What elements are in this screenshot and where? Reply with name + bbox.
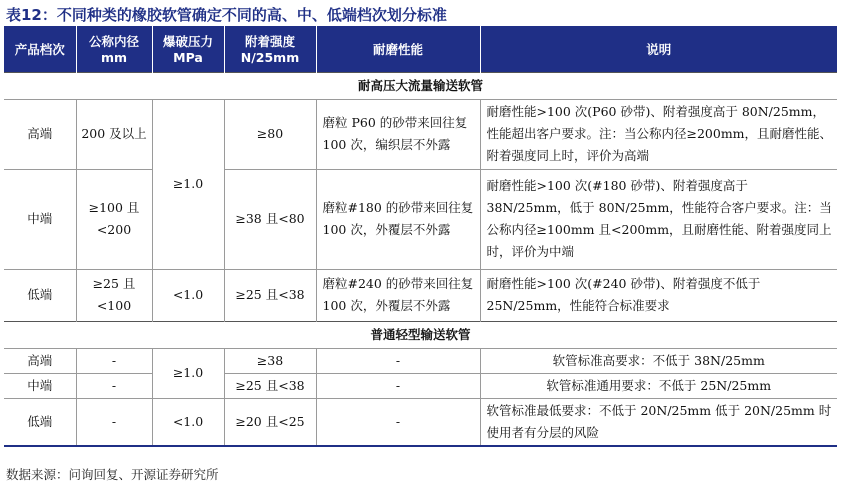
adhesion-cell: ≥25 且<38 [224, 373, 316, 398]
table-row [4, 373, 837, 398]
adhesion-cell: ≥25 且<38 [224, 269, 316, 321]
adhesion-cell: ≥38 且<80 [224, 169, 316, 269]
grade-cell: 中端 [4, 169, 76, 269]
grade-cell: 低端 [4, 269, 76, 321]
table-row [4, 348, 837, 373]
section-title: 耐高压大流量输送软管 [4, 72, 837, 99]
wear-cell: - [316, 373, 480, 398]
note-cell: 软管标准高要求：不低于 38N/25mm [480, 348, 837, 373]
col-header-pressure: 爆破压力 MPa [152, 26, 224, 72]
note-cell: 耐磨性能>100 次(#180 砂带)、附着强度高于 38N/25mm，低于 80N/25mm，性能符合客户要求。注：当公称内径≥100mm 且<200mm，且耐磨性能、附着强度同上时，评价为中端 [480, 169, 837, 269]
diameter-cell: ≥25 且<100 [76, 269, 152, 321]
table-row [4, 169, 837, 269]
note-cell: 软管标准最低要求：不低于 20N/25mm 低于 20N/25mm 时使用者有分层的风险 [480, 398, 837, 446]
wear-cell: 磨粒#240 的砂带来回往复 100 次，外覆层不外露 [316, 269, 480, 321]
data-source: 数据来源：问询回复、开源证券研究所 [6, 467, 219, 482]
pressure-cell: <1.0 [152, 398, 224, 446]
diameter-cell: ≥100 且<200 [76, 169, 152, 269]
note-cell: 耐磨性能>100 次(P60 砂带)、附着强度高于 80N/25mm，性能超出客户要求。注：当公称内径≥200mm，且耐磨性能、附着强度同上时，评价为高端 [480, 99, 837, 169]
col-header-adhesion: 附着强度 N/25mm [224, 26, 316, 72]
col-header-diameter: 公称内径 mm [76, 26, 152, 72]
diameter-cell: - [76, 398, 152, 446]
pressure-cell: ≥1.0 [152, 99, 224, 269]
note-cell: 软管标准通用要求：不低于 25N/25mm [480, 373, 837, 398]
table-row [4, 269, 837, 321]
grade-cell: 低端 [4, 398, 76, 446]
adhesion-cell: ≥38 [224, 348, 316, 373]
pressure-cell: <1.0 [152, 269, 224, 321]
table-row [4, 398, 837, 446]
grade-cell: 高端 [4, 348, 76, 373]
section-heading-row [4, 72, 837, 99]
diameter-cell: - [76, 373, 152, 398]
wear-cell: - [316, 398, 480, 446]
grade-cell: 中端 [4, 373, 76, 398]
wear-cell: 磨粒 P60 的砂带来回往复 100 次，编织层不外露 [316, 99, 480, 169]
pressure-cell: ≥1.0 [152, 348, 224, 398]
section-title: 普通轻型输送软管 [4, 321, 837, 348]
header-row [4, 26, 837, 72]
col-header-note: 说明 [480, 26, 837, 72]
grading-table [4, 26, 837, 447]
table-row [4, 99, 837, 169]
wear-cell: 磨粒#180 的砂带来回往复 100 次，外覆层不外露 [316, 169, 480, 269]
diameter-cell: - [76, 348, 152, 373]
table-title: 表12：不同种类的橡胶软管确定不同的高、中、低端档次划分标准 [6, 6, 447, 24]
col-header-grade: 产品档次 [4, 26, 76, 72]
grade-cell: 高端 [4, 99, 76, 169]
section-heading-row [4, 321, 837, 348]
col-header-wear: 耐磨性能 [316, 26, 480, 72]
adhesion-cell: ≥80 [224, 99, 316, 169]
wear-cell: - [316, 348, 480, 373]
adhesion-cell: ≥20 且<25 [224, 398, 316, 446]
diameter-cell: 200 及以上 [76, 99, 152, 169]
note-cell: 耐磨性能>100 次(#240 砂带)、附着强度不低于 25N/25mm，性能符合标准要求 [480, 269, 837, 321]
